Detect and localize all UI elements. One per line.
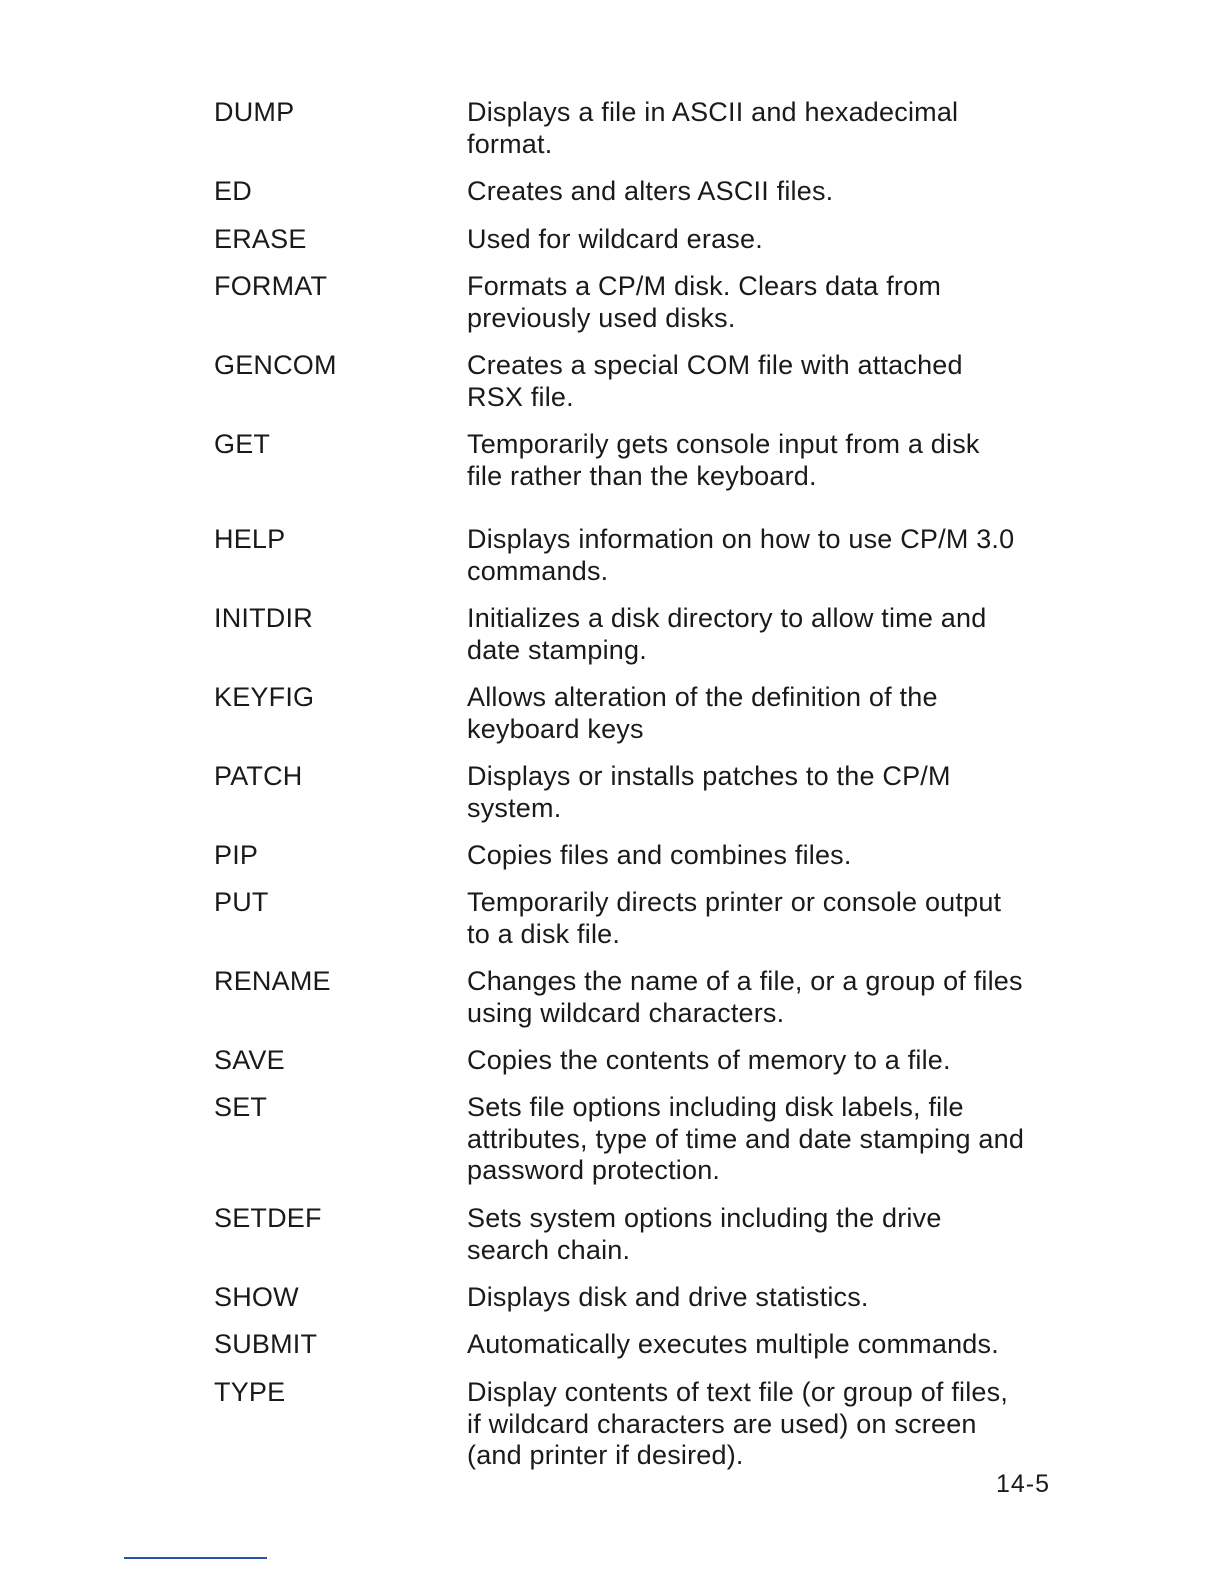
- description-line: Sets file options including disk labels, file: [467, 1092, 964, 1122]
- description-line: using wildcard characters.: [467, 997, 785, 1028]
- description-line: Display contents of text file (or group of files,: [467, 1377, 1009, 1407]
- description-line: keyboard keys: [467, 713, 644, 744]
- description-line: to a disk file.: [467, 918, 621, 949]
- description-line: Temporarily gets console input from a disk: [467, 429, 980, 459]
- description-line: Displays a file in ASCII and hexadecimal: [467, 97, 959, 127]
- command-name: FORMAT: [214, 271, 328, 301]
- command-name: PATCH: [214, 761, 303, 791]
- command-name: ED: [214, 176, 252, 206]
- description-line: RSX file.: [467, 381, 574, 412]
- command-description: [467, 524, 1067, 587]
- command-name: TYPE: [214, 1377, 286, 1407]
- command-description: [467, 840, 1067, 872]
- footer-rule: [124, 1557, 267, 1559]
- command-name: HELP: [214, 524, 286, 554]
- command-description: [467, 603, 1067, 666]
- command-name: KEYFIG: [214, 682, 315, 712]
- command-description: [467, 1329, 1067, 1361]
- command-name: SUBMIT: [214, 1329, 318, 1359]
- description-line: Formats a CP/M disk. Clears data from: [467, 271, 942, 301]
- description-line: Copies the contents of memory to a file.: [467, 1045, 951, 1075]
- description-line: Sets system options including the drive: [467, 1203, 942, 1233]
- description-line: attributes, type of time and date stamping and: [467, 1123, 1025, 1154]
- command-description: [467, 429, 1067, 492]
- command-name: SAVE: [214, 1045, 285, 1075]
- description-line: search chain.: [467, 1234, 631, 1265]
- description-line: Displays or installs patches to the CP/M: [467, 761, 951, 791]
- description-line: Displays information on how to use CP/M 3.0: [467, 524, 1015, 554]
- command-name: PUT: [214, 887, 269, 917]
- command-description: [467, 1282, 1067, 1314]
- command-name: SET: [214, 1092, 268, 1122]
- description-line: Displays disk and drive statistics.: [467, 1282, 869, 1312]
- description-line: Used for wildcard erase.: [467, 224, 763, 254]
- description-line: file rather than the keyboard.: [467, 460, 817, 491]
- command-description: [467, 350, 1067, 413]
- description-line: Temporarily directs printer or console output: [467, 887, 1002, 917]
- description-line: Automatically executes multiple commands.: [467, 1329, 999, 1359]
- description-line: previously used disks.: [467, 302, 736, 333]
- description-line: system.: [467, 792, 562, 823]
- command-description: [467, 176, 1067, 208]
- command-name: SHOW: [214, 1282, 299, 1312]
- command-description: [467, 1045, 1067, 1077]
- description-line: password protection.: [467, 1155, 721, 1186]
- page-number: 14-5: [996, 1470, 1051, 1498]
- command-description: [467, 966, 1067, 1029]
- description-line: commands.: [467, 555, 609, 586]
- command-description: [467, 97, 1067, 160]
- command-name: ERASE: [214, 224, 307, 254]
- command-name: SETDEF: [214, 1203, 322, 1233]
- command-description: [467, 887, 1067, 950]
- command-description: [467, 1203, 1067, 1266]
- command-name: INITDIR: [214, 603, 313, 633]
- command-description: [467, 271, 1067, 334]
- command-description: [467, 1377, 1067, 1472]
- command-description: [467, 224, 1067, 256]
- description-line: if wildcard characters are used) on screen: [467, 1408, 977, 1439]
- description-line: date stamping.: [467, 634, 647, 665]
- description-line: Allows alteration of the definition of the: [467, 682, 938, 712]
- command-name: RENAME: [214, 966, 331, 996]
- description-line: Creates a special COM file with attached: [467, 350, 963, 380]
- description-line: Changes the name of a file, or a group of files: [467, 966, 1023, 996]
- description-line: Copies files and combines files.: [467, 840, 852, 870]
- command-description: [467, 761, 1067, 824]
- command-name: PIP: [214, 840, 259, 870]
- command-name: GENCOM: [214, 350, 337, 380]
- command-description: [467, 682, 1067, 745]
- description-line: format.: [467, 128, 553, 159]
- command-name: GET: [214, 429, 271, 459]
- description-line: Initializes a disk directory to allow time and: [467, 603, 987, 633]
- command-name: DUMP: [214, 97, 295, 127]
- command-description: [467, 1092, 1067, 1187]
- description-line: (and printer if desired).: [467, 1440, 744, 1471]
- description-line: Creates and alters ASCII files.: [467, 176, 834, 206]
